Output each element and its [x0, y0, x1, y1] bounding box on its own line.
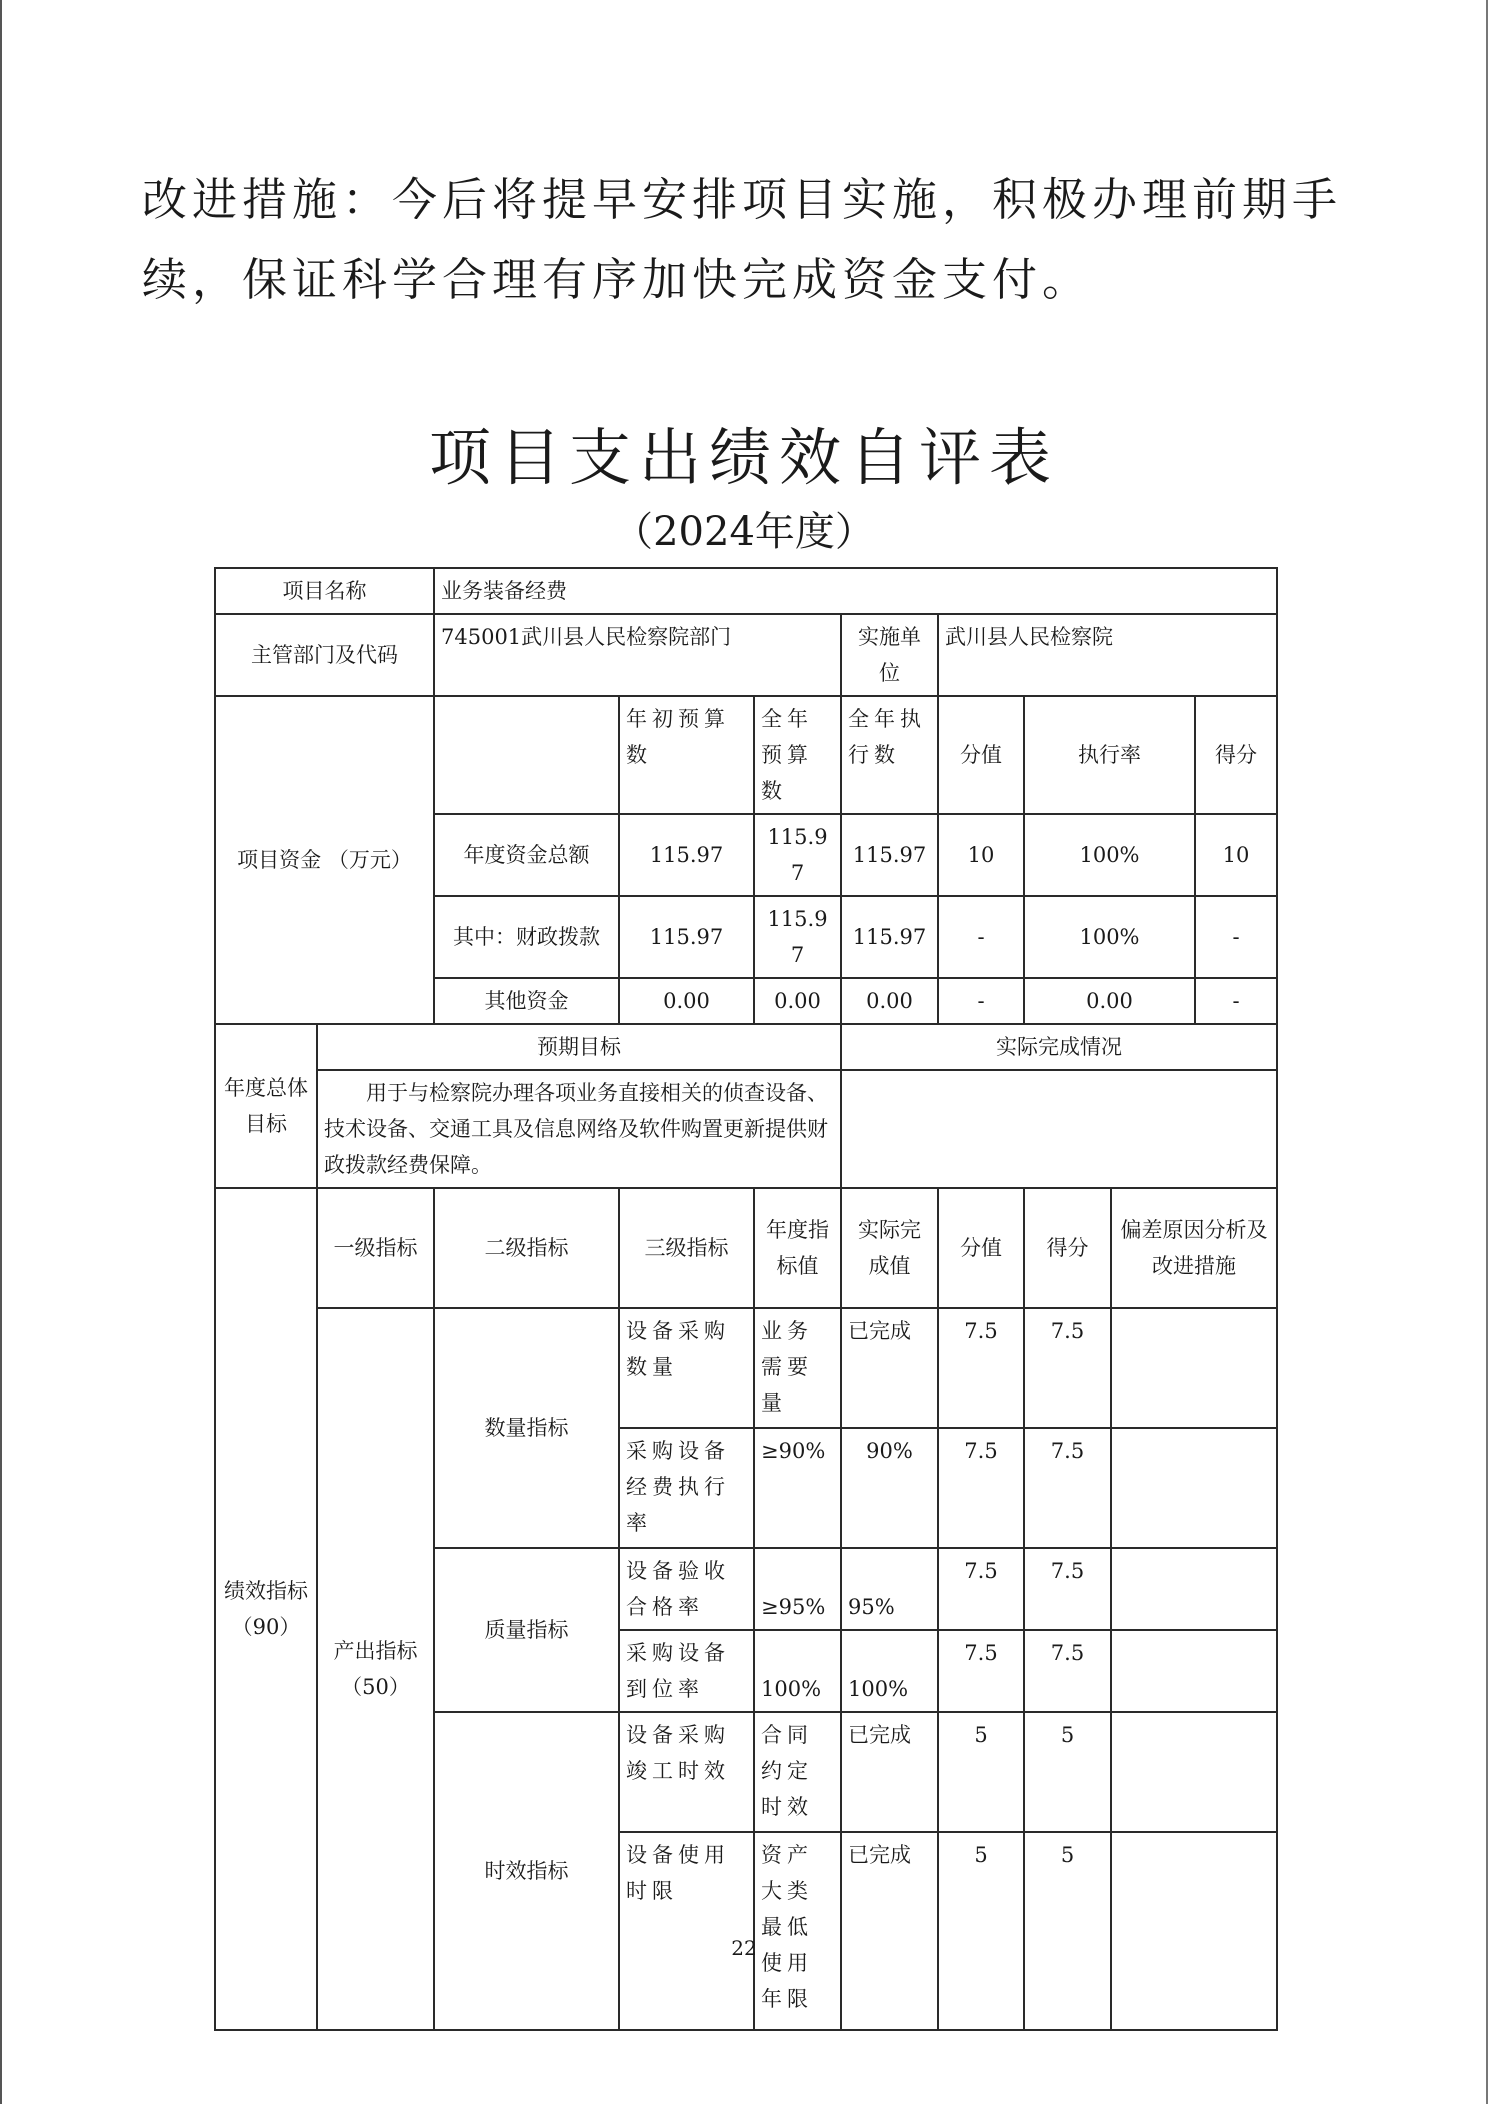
indicator-target: ≥90% [754, 1428, 841, 1548]
evaluation-table [214, 567, 1278, 2031]
indicator-note [1111, 1630, 1277, 1712]
funds-header-blank [434, 696, 619, 814]
indicator-got: 7.5 [1024, 1308, 1111, 1428]
indicator-got: 5 [1024, 1712, 1111, 1832]
funds-header-annual: 全年预算数 [754, 696, 841, 814]
header-got: 得分 [1024, 1188, 1111, 1308]
funds-header-executed: 全年执行数 [841, 696, 938, 814]
dept-label: 主管部门及代码 [215, 614, 434, 696]
indicator-score: 5 [938, 1832, 1024, 2030]
expected-goal-text: 用于与检察院办理各项业务直接相关的侦查设备、技术设备、交通工具及信息网络及软件购置更新提供财政拨款经费保障。 [317, 1070, 841, 1188]
actual-goal-header: 实际完成情况 [841, 1024, 1277, 1070]
indicator-name: 设备验收合格率 [619, 1548, 754, 1630]
indicator-note [1111, 1832, 1277, 2030]
impl-label: 实施单位 [841, 614, 938, 696]
group-quantity: 数量指标 [434, 1308, 619, 1548]
page-title: 项目支出绩效自评表 [428, 421, 1059, 494]
funds-header-rate: 执行率 [1024, 696, 1195, 814]
funds-header-score: 分值 [938, 696, 1024, 814]
annual-goal-label: 年度总体目标 [215, 1024, 317, 1188]
level1-output: 产出指标（50） [317, 1308, 434, 2030]
funds-cell: 0.00 [619, 978, 754, 1024]
page-subtitle: （2024年度） [613, 509, 875, 555]
header-level1: 一级指标 [317, 1188, 434, 1308]
funds-cell: - [938, 978, 1024, 1024]
indicator-name: 设备采购数量 [619, 1308, 754, 1428]
funds-cell: 115.97 [619, 896, 754, 978]
expected-goal-header: 预期目标 [317, 1024, 841, 1070]
indicator-note [1111, 1712, 1277, 1832]
header-actual: 实际完成值 [841, 1188, 938, 1308]
indicator-note [1111, 1428, 1277, 1548]
header-score: 分值 [938, 1188, 1024, 1308]
indicator-got: 5 [1024, 1832, 1111, 2030]
row-goal-body [215, 1070, 1277, 1188]
indicator-actual: 已完成 [841, 1712, 938, 1832]
group-timeliness: 时效指标 [434, 1712, 619, 2030]
indicator-actual: 已完成 [841, 1308, 938, 1428]
indicator-actual: 已完成 [841, 1832, 938, 2030]
page-number: 22 [731, 1936, 757, 1960]
row-indicator-header [215, 1188, 1277, 1308]
indicator-got: 7.5 [1024, 1548, 1111, 1630]
funds-cell: 115.97 [841, 896, 938, 978]
funds-cell: 100% [1024, 814, 1195, 896]
project-name-label: 项目名称 [215, 568, 434, 614]
funds-cell: 0.00 [1024, 978, 1195, 1024]
indicator-actual: 90% [841, 1428, 938, 1548]
actual-goal-text [841, 1070, 1277, 1188]
indicator-note [1111, 1308, 1277, 1428]
page-edge-left [0, 0, 2, 2104]
funds-row-name: 其他资金 [434, 978, 619, 1024]
indicator-score: 7.5 [938, 1428, 1024, 1548]
indicator-got: 7.5 [1024, 1428, 1111, 1548]
indicator-name: 设备采购竣工时效 [619, 1712, 754, 1832]
indicator-score: 7.5 [938, 1548, 1024, 1630]
indicator-target: 资产大类最低使用年限 [754, 1832, 841, 2030]
funds-cell: 115.97 [619, 814, 754, 896]
funds-cell: - [1195, 978, 1277, 1024]
funds-cell: 0.00 [754, 978, 841, 1024]
funds-label: 项目资金 （万元） [215, 696, 434, 1024]
row-goal-header [215, 1024, 1277, 1070]
indicator-actual: 100% [841, 1630, 938, 1712]
indicator-got: 7.5 [1024, 1630, 1111, 1712]
intro-paragraph: 改进措施：今后将提早安排项目实施，积极办理前期手续，保证科学合理有序加快完成资金支付。 [142, 173, 1343, 306]
funds-cell: 10 [1195, 814, 1277, 896]
indicator-score: 5 [938, 1712, 1024, 1832]
row-department [215, 614, 1277, 696]
funds-cell: 0.00 [841, 978, 938, 1024]
indicator-score: 7.5 [938, 1630, 1024, 1712]
indicator-name: 采购设备经费执行率 [619, 1428, 754, 1548]
funds-row-name: 其中：财政拨款 [434, 896, 619, 978]
indicator-score: 7.5 [938, 1308, 1024, 1428]
funds-cell: 115.97 [841, 814, 938, 896]
funds-cell: 115.97 [754, 896, 841, 978]
indicator-note [1111, 1548, 1277, 1630]
row-project-name [215, 568, 1277, 614]
funds-cell: 10 [938, 814, 1024, 896]
funds-cell: 115.97 [754, 814, 841, 896]
header-level2: 二级指标 [434, 1188, 619, 1308]
dept-value: 745001武川县人民检察院部门 [434, 614, 841, 696]
indicator-target: 业务需要量 [754, 1308, 841, 1428]
indicator-target: ≥95% [754, 1548, 841, 1630]
indicator-name: 设备使用时限 [619, 1832, 754, 2030]
funds-cell: 100% [1024, 896, 1195, 978]
header-deviation: 偏差原因分析及改进措施 [1111, 1188, 1277, 1308]
funds-header-got: 得分 [1195, 696, 1277, 814]
funds-header-initial: 年初预算数 [619, 696, 754, 814]
indicators-section-label: 绩效指标（90） [215, 1188, 317, 2030]
funds-row-name: 年度资金总额 [434, 814, 619, 896]
indicator-target: 100% [754, 1630, 841, 1712]
project-name-value: 业务装备经费 [434, 568, 1277, 614]
header-level3: 三级指标 [619, 1188, 754, 1308]
impl-value: 武川县人民检察院 [938, 614, 1277, 696]
indicator-name: 采购设备到位率 [619, 1630, 754, 1712]
indicator-row [215, 1308, 1277, 1428]
group-quality: 质量指标 [434, 1548, 619, 1712]
indicator-target: 合同约定时效 [754, 1712, 841, 1832]
funds-cell: - [938, 896, 1024, 978]
funds-cell: - [1195, 896, 1277, 978]
header-target: 年度指标值 [754, 1188, 841, 1308]
row-funds-header [215, 696, 1277, 814]
indicator-actual: 95% [841, 1548, 938, 1630]
